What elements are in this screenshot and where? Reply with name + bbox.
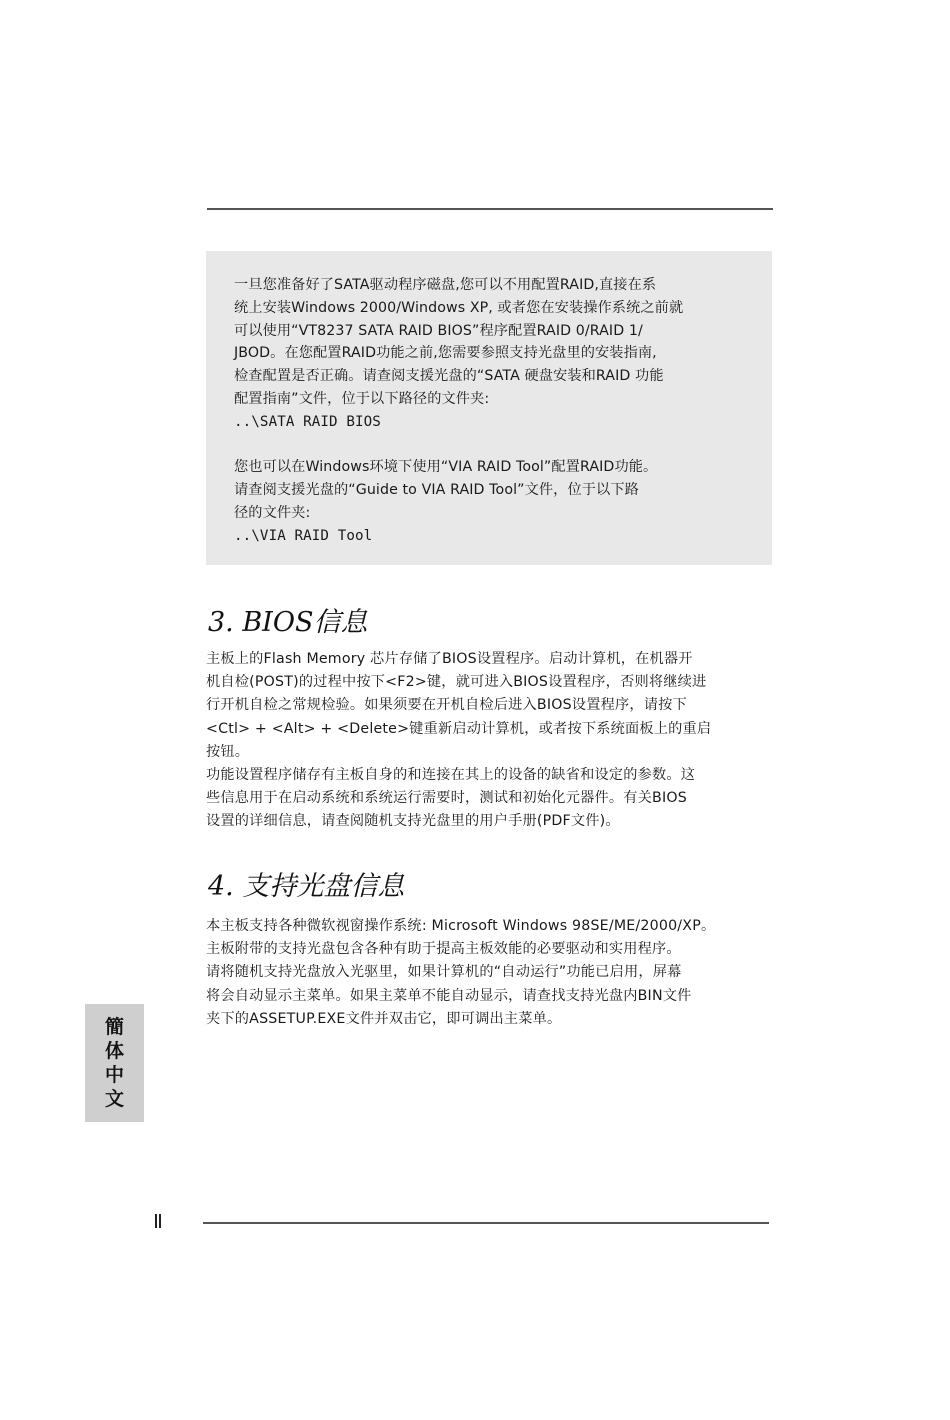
section-title-bios: 3. BIOS信息	[208, 607, 368, 638]
side-tab-char: 中	[104, 1064, 124, 1086]
note-line: 请查阅支援光盘的“Guide to VIA RAID Tool”文件，位于以下路	[234, 482, 639, 499]
note-line: 配置指南”文件，位于以下路径的文件夹:	[234, 390, 490, 407]
body-line: 些信息用于在启动系统和系统运行需要时，测试和初始化元器件。有关BIOS	[206, 790, 687, 807]
note-line: 统上安装Windows 2000/Windows XP, 或者您在安装操作系统之前就	[234, 299, 684, 316]
body-line: <Ctl> + <Alt> + <Delete>键重新启动计算机，或者按下系统面板上的重启	[206, 720, 712, 737]
side-tab-char: 簡	[104, 1016, 124, 1038]
note-line: 一旦您准备好了SATA驱动程序磁盘,您可以不用配置RAID,直接在系	[234, 277, 657, 293]
note-line: 可以使用“VT8237 SATA RAID BIOS”程序配置RAID 0/RAID 1/	[234, 322, 643, 339]
body-line: 按钮。	[206, 743, 250, 760]
body-line: 夹下的ASSETUP.EXE文件并双击它，即可调出主菜单。	[206, 1010, 562, 1027]
body-line: 将会自动显示主菜单。如果主菜单不能自动显示，请查找支持光盘内BIN文件	[206, 987, 692, 1004]
note-line: JBOD。在您配置RAID功能之前,您需要参照支持光盘里的安装指南,	[234, 345, 657, 362]
note-line: 您也可以在Windows环境下使用“VIA RAID Tool”配置RAID功能。	[234, 459, 658, 476]
body-line: 主板附带的支持光盘包含各种有助于提高主板效能的必要驱动和实用程序。	[206, 941, 681, 958]
section-body-bios	[206, 648, 774, 834]
side-tab-char: 文	[104, 1088, 124, 1110]
body-line: 功能设置程序储存有主板自身的和连接在其上的设备的缺省和设定的参数。这	[206, 767, 696, 784]
side-tab-char: 体	[104, 1040, 124, 1062]
note-line: 检查配置是否正确。请查阅支援光盘的“SATA 硬盘安装和RAID 功能	[234, 368, 664, 385]
top-rule	[207, 208, 773, 210]
body-line: 主板上的Flash Memory 芯片存储了BIOS设置程序。启动计算机，在机器开	[206, 651, 693, 667]
section-title-support-cd: 4. 支持光盘信息	[208, 871, 405, 902]
bottom-rule	[203, 1222, 769, 1224]
body-line: 设置的详细信息，请查阅随机支持光盘里的用户手册(PDF文件)。	[206, 813, 620, 830]
body-line: 本主板支持各种微软视窗操作系统: Microsoft Windows 98SE/ME/2000/XP。	[206, 918, 716, 934]
note-line: 径的文件夹:	[234, 504, 311, 521]
body-line: 行开机自检之常规检验。如果须要在开机自检后进入BIOS设置程序，请按下	[206, 697, 687, 714]
body-line: 机自检(POST)的过程中按下<F2>键，就可进入BIOS设置程序，否则将继续进	[206, 674, 707, 691]
section-body-support-cd	[206, 915, 774, 1031]
note-path-via: ..\VIA RAID Tool	[234, 527, 373, 544]
body-line: 请将随机支持光盘放入光驱里，如果计算机的“自动运行”功能已启用，屏幕	[206, 964, 682, 981]
language-side-tab	[85, 1004, 144, 1122]
note-path-sata: ..\SATA RAID BIOS	[234, 413, 381, 430]
page-marker-icon	[155, 1214, 162, 1228]
note-spacer	[234, 434, 744, 457]
raid-note-box	[206, 251, 772, 565]
